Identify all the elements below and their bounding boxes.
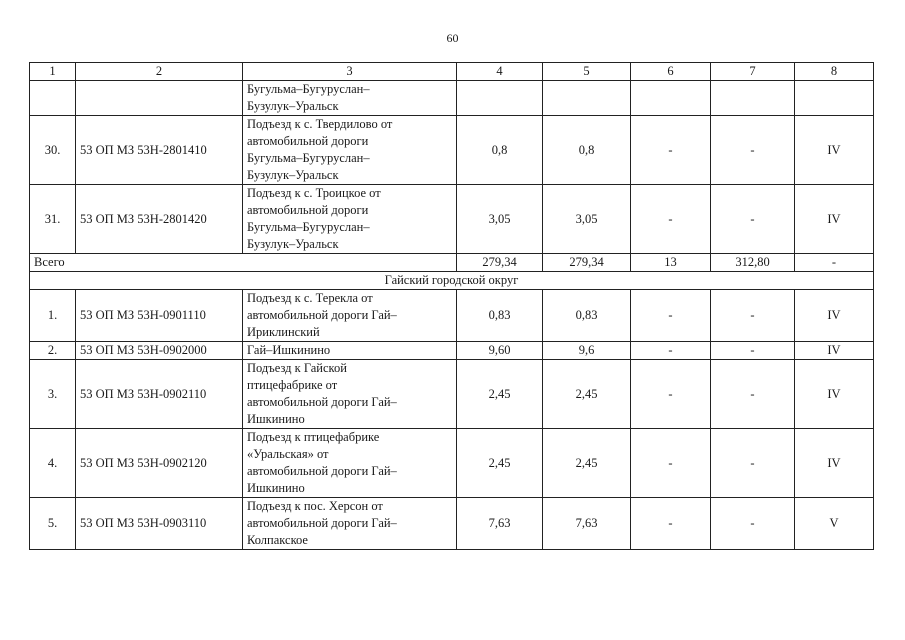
road-code: 53 ОП МЗ 53Н-0902120: [76, 429, 243, 498]
road-name-line: «Уральская» от: [247, 447, 329, 461]
header-cell-1: 1: [30, 63, 76, 81]
road-name-line: птицефабрике от: [247, 378, 338, 392]
total-row: [30, 254, 874, 272]
road-name-line: Колпакское: [247, 533, 308, 547]
road-name-line: автомобильной дороги Гай–: [247, 395, 397, 409]
road-name-line: Бугульма–Бугуруслан–: [247, 151, 370, 165]
length-total: 9,60: [457, 342, 543, 360]
length-paved: 2,45: [543, 360, 631, 429]
road-code: 53 ОП МЗ 53Н-2801420: [76, 185, 243, 254]
bridges-length: -: [711, 498, 795, 550]
roads-table: [29, 62, 874, 550]
road-name-line: Бузулук–Уральск: [247, 168, 339, 182]
total-length-paved: 279,34: [543, 254, 631, 272]
road-name-line: Ишкинино: [247, 481, 305, 495]
length-total: 2,45: [457, 429, 543, 498]
road-name: [243, 116, 457, 185]
total-label: Всего: [30, 254, 457, 272]
total-length: 279,34: [457, 254, 543, 272]
road-name-line: Бугульма–Бугуруслан–: [247, 82, 370, 96]
length-total: 2,45: [457, 360, 543, 429]
cell-empty: [457, 81, 543, 116]
bridges-count: -: [631, 116, 711, 185]
road-category: V: [795, 498, 874, 550]
road-name-line: Бузулук–Уральск: [247, 237, 339, 251]
road-name-line: Подъезд к птицефабрике: [247, 430, 380, 444]
table-row: [30, 342, 874, 360]
row-number: 1.: [30, 290, 76, 342]
header-cell-3: 3: [243, 63, 457, 81]
continuation-row: [30, 81, 874, 116]
road-code: 53 ОП МЗ 53Н-0901110: [76, 290, 243, 342]
road-code: 53 ОП МЗ 53Н-0902110: [76, 360, 243, 429]
road-code: 53 ОП МЗ 53Н-2801410: [76, 116, 243, 185]
bridges-length: -: [711, 290, 795, 342]
bridges-length: -: [711, 116, 795, 185]
road-name-line: Бугульма–Бугуруслан–: [247, 220, 370, 234]
row-number: 5.: [30, 498, 76, 550]
bridges-length: -: [711, 342, 795, 360]
table-row: [30, 429, 874, 498]
cell-empty: [543, 81, 631, 116]
length-paved: 0,83: [543, 290, 631, 342]
road-category: IV: [795, 342, 874, 360]
road-name: [243, 185, 457, 254]
bridges-count: -: [631, 290, 711, 342]
bridges-length: -: [711, 185, 795, 254]
road-category: IV: [795, 290, 874, 342]
length-paved: 3,05: [543, 185, 631, 254]
cell-empty: [631, 81, 711, 116]
header-cell-6: 6: [631, 63, 711, 81]
header-cell-8: 8: [795, 63, 874, 81]
road-name-line: Подъезд к с. Троицкое от: [247, 186, 381, 200]
road-category: IV: [795, 429, 874, 498]
road-name: [243, 290, 457, 342]
road-name-line: автомобильной дороги Гай–: [247, 516, 397, 530]
road-name-line: автомобильной дороги Гай–: [247, 308, 397, 322]
header-cell-5: 5: [543, 63, 631, 81]
road-name-line: Подъезд к с. Терекла от: [247, 291, 373, 305]
row-number: 4.: [30, 429, 76, 498]
section-title: Гайский городской округ: [30, 272, 874, 290]
table-body: [30, 63, 874, 550]
cell-empty: [711, 81, 795, 116]
header-row: [30, 63, 874, 81]
bridges-count: -: [631, 498, 711, 550]
road-name: [243, 429, 457, 498]
bridges-length: -: [711, 360, 795, 429]
road-name-line: автомобильной дороги: [247, 203, 369, 217]
table-row: [30, 116, 874, 185]
road-name: [243, 342, 457, 360]
total-category: -: [795, 254, 874, 272]
bridges-count: -: [631, 342, 711, 360]
road-code: 53 ОП МЗ 53Н-0902000: [76, 342, 243, 360]
section-row: [30, 272, 874, 290]
road-name-line: Бузулук–Уральск: [247, 99, 339, 113]
cell-empty: [795, 81, 874, 116]
header-cell-2: 2: [76, 63, 243, 81]
table-row: [30, 185, 874, 254]
length-paved: 0,8: [543, 116, 631, 185]
road-name-line: автомобильной дороги Гай–: [247, 464, 397, 478]
road-name-line: Ишкинино: [247, 412, 305, 426]
table-row: [30, 290, 874, 342]
road-name-line: автомобильной дороги: [247, 134, 369, 148]
length-paved: 2,45: [543, 429, 631, 498]
header-cell-7: 7: [711, 63, 795, 81]
road-name-line: Подъезд к пос. Херсон от: [247, 499, 383, 513]
road-name: [243, 360, 457, 429]
length-total: 0,8: [457, 116, 543, 185]
table-row: [30, 360, 874, 429]
page-number: 60: [446, 31, 459, 45]
row-number: 2.: [30, 342, 76, 360]
cell-empty: [76, 81, 243, 116]
bridges-count: -: [631, 185, 711, 254]
road-name-line: Гай–Ишкинино: [247, 343, 331, 357]
road-category: IV: [795, 360, 874, 429]
road-name-line: Подъезд к Гайской: [247, 361, 347, 375]
length-total: 7,63: [457, 498, 543, 550]
road-code: 53 ОП МЗ 53Н-0903110: [76, 498, 243, 550]
header-cell-4: 4: [457, 63, 543, 81]
table-row: [30, 498, 874, 550]
road-category: IV: [795, 185, 874, 254]
row-number: 31.: [30, 185, 76, 254]
total-bridges-length: 312,80: [711, 254, 795, 272]
cell-empty: [30, 81, 76, 116]
length-paved: 7,63: [543, 498, 631, 550]
length-paved: 9,6: [543, 342, 631, 360]
bridges-count: -: [631, 429, 711, 498]
road-name-line: Подъезд к с. Твердилово от: [247, 117, 393, 131]
bridges-count: -: [631, 360, 711, 429]
length-total: 0,83: [457, 290, 543, 342]
row-number: 30.: [30, 116, 76, 185]
row-number: 3.: [30, 360, 76, 429]
total-bridges-count: 13: [631, 254, 711, 272]
road-name-line: Ириклинский: [247, 325, 320, 339]
continuation-road-name: [243, 81, 457, 116]
length-total: 3,05: [457, 185, 543, 254]
bridges-length: -: [711, 429, 795, 498]
road-category: IV: [795, 116, 874, 185]
road-name: [243, 498, 457, 550]
